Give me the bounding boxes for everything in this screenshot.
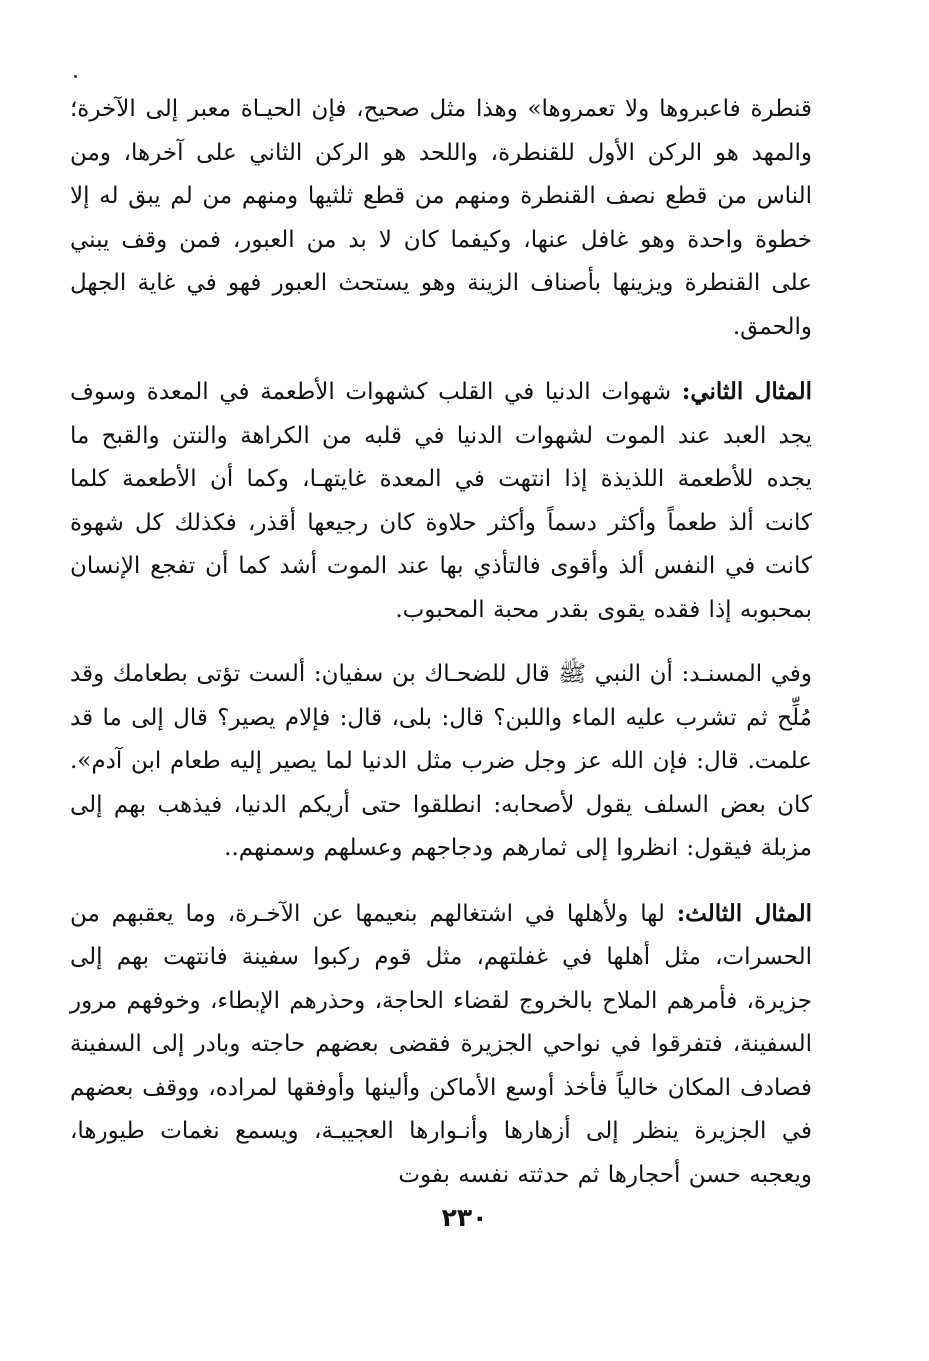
paragraph-bridge-parable [70, 88, 812, 349]
paragraph-text: وفي المسنـد: أن النبي ﷺ قال للضحـاك بن سفيان: ألست تؤتى بطعامك وقد مُلِّح ثم تشرب عليه الماء واللبن؟ قال: بلى، قال: فإلام يصير؟ قال إلى ما قد علمت. قال: فإن الله عز وجل ضرب مثل الدنيا لما يصير إليه طعام ابن آدم». كان بعض السلف يقول لأصحابه: انطلقوا حتى أريكم الدنيا، فيذهب بهم إلى مزبلة فيقول: انظروا إلى ثمارهم ودجاجهم وعسلهم وسمنهم.. [70, 661, 812, 861]
paragraph-third-example [70, 892, 812, 1198]
paragraph-second-example [70, 370, 812, 632]
paragraph-musnad-hadith [70, 653, 812, 871]
scan-speck [74, 75, 77, 78]
paragraph-text: لها ولأهلها في اشتغالهم بنعيمها عن الآخـرة، وما يعقبهم من الحسرات، مثل أهلها في غفلتهم، مثل قوم ركبوا سفينة فانتهت بهم إلى جزيرة، فأمرهم الملاح بالخروج لقضاء الحاجة، وحذرهم الإبطاء، وخوفهم مرور السفينة، فتفرقوا في نواحي الجزيرة فقضى بعضهم حاجته وبادر إلى السفينة فصادف المكان خالياً فأخذ أوسع الأماكن وألينها وأوفقها لمراده، ووقف بعضهم في الجزيرة ينظر إلى أزهارها وأنـوارها العجيبـة، ويسمع نغمات طيورها، ويعجبه حسن أحجارها ثم حدثته نفسه بفوت [70, 900, 812, 1188]
page-body [70, 88, 812, 1268]
page-number: ٢٣٠ [441, 1203, 488, 1232]
paragraph-text: شهوات الدنيا في القلب كشهوات الأطعمة في المعدة وسوف يجد العبد عند الموت لشهوات الدنيا في قلبه من الكراهة والنتن والقبح ما يجده للأطعمة اللذيذة إذا انتهت في المعدة غايتهـا، وكما أن الأطعمة كلما كانت ألذ طعماً وأكثر دسماً وأكثر حلاوة كان رجيعها أقذر، فكذلك كل شهوة كانت في النفس ألذ وأقوى فالتأذي بها عند الموت أشد كما أن تفجع الإنسان بمحبوبه إذا فقده يقوى بقدر محبة المحبوب. [70, 379, 812, 623]
paragraph-text: قنطرة فاعبروها ولا تعمروها» وهذا مثل صحيح، فإن الحيـاة معبر إلى الآخرة؛ والمهد هو الركن الأول للقنطرة، واللحد هو الركن الثاني على آخرها، ومن الناس من قطع نصف القنطرة ومنهم من قطع ثلثيها ومنهم من لم يبق له إلا خطوة واحدة وهو غافل عنها، وكيفما كان لا بد من العبور، فمن وقف يبني على القنطرة ويزينها بأصناف الزينة وهو يستحث العبور فهو في غاية الجهل والحمق. [70, 96, 812, 340]
paragraph-heading: المثال الثاني: [681, 378, 812, 405]
paragraph-heading: المثال الثالث: [676, 899, 812, 927]
